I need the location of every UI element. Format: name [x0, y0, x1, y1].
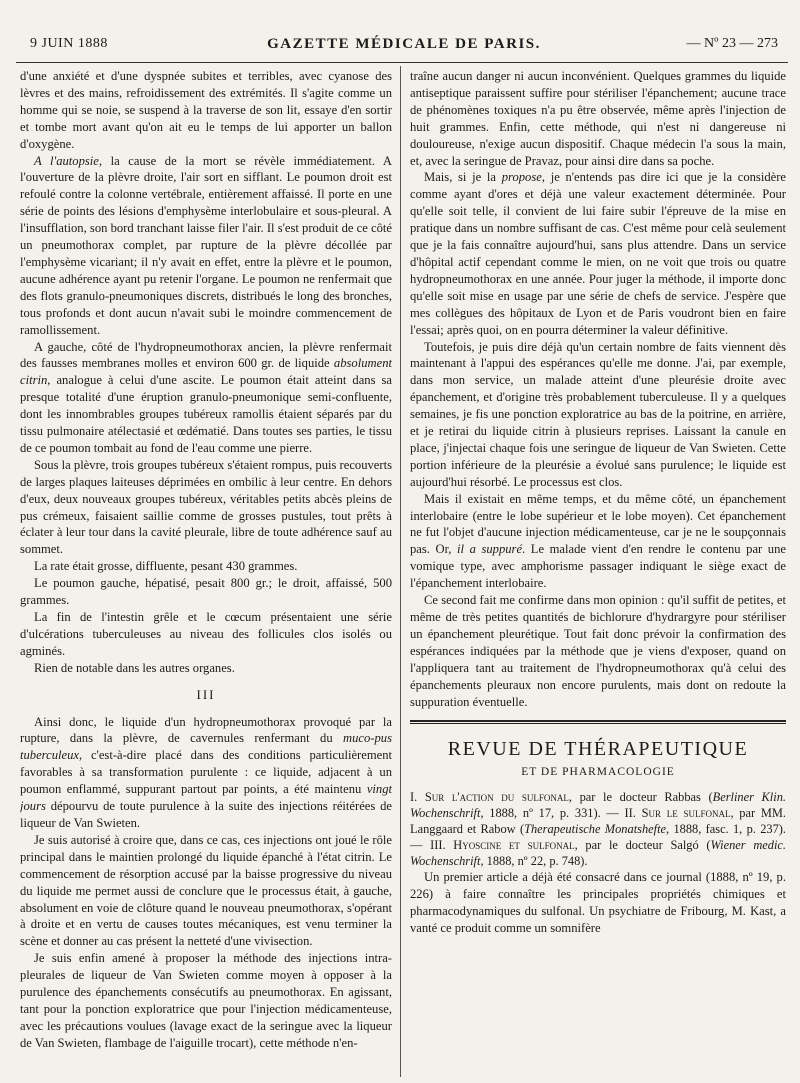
paragraph: La rate était grosse, diffluente, pesant 430 grammes.: [34, 559, 298, 574]
references: [410, 789, 786, 869]
paragraph: Je suis autorisé à croire que, dans ce cas, ces injections ont joué le rôle principal dans le maintien prolongé du liquide épanché à l'état citrin. Le commencement de résorption accusé par la baisse progressive du niveau du liquide me permet aussi de conclure que le processus était, à gauche, absolument en voie de clôture quand le nouveau pneumothorax, s'opérant à droite et en vertu de causes toutes mécaniques, est venu terminer la scène et donner au cas présent la netteté d'une vivisection.: [20, 832, 392, 949]
ref-title: I. Sur l'action du sulfonal,: [410, 790, 572, 805]
header-rule: [16, 62, 788, 63]
text: Ainsi donc, le liquide d'un hydropneumothorax provoqué par la rupture, dans la plèvre, de cavernules renfermant du: [20, 714, 392, 746]
emphasis: Berliner Klin. Wochenschrift: [410, 790, 786, 821]
paragraph: Ce second fait me confirme dans mon opinion : qu'il suffit de petites, et même de très petites quantités de bichlorure d'hydrargyre pour stériliser un épanchement pleurétique. Tout fait donc prévoir la confirmation des espérances indiquées par la méthode que je viens d'exposer, quand on l'appliquera tant au traitement de l'hydropneumothorax qu'à celui des épanchements pleuraux non encore purulents, mais dont on redoute la suppuration éventuelle.: [410, 593, 786, 709]
ref-title: Sur le sulfonal,: [641, 806, 734, 821]
section-rule: [410, 723, 786, 724]
emphasis: il a suppuré: [457, 542, 523, 557]
text: . Le malade vient d'en rendre le contenu par une vomique type, avec amphorisme passager indiquant le siège exact de l'épanchement interlobaire.: [410, 542, 786, 591]
text: , 1888, nº 22, p. 748).: [480, 854, 588, 869]
left-column: [20, 68, 392, 1073]
text: , 1888, fasc. 1, p. 237). — III.: [410, 822, 786, 853]
text: par le docteur Salgó (: [577, 838, 711, 853]
paragraph: [20, 153, 392, 339]
issue-date: 9 JUIN 1888: [30, 36, 108, 51]
emphasis: absolument citrin: [20, 356, 392, 388]
paragraph: Sous la plèvre, trois groupes tubéreux s'étaient rompus, puis recouverts de larges plaques laiteuses déprimées en ombilic à leur centre. En dehors d'eux, deux nouveaux groupes tubéreux, véritables petits abcès pleins de pus crémeux, faisaient saillie comme de grosses pustules, tout prêts à éclater à leur tour dans la cavité pleurale, libre de toute adhérence sauf au sommet.: [20, 457, 392, 557]
section-title: REVUE DE THÉRAPEUTIQUE: [447, 738, 749, 761]
paragraph: Le poumon gauche, hépatisé, pesait 800 gr.; le droit, affaissé, 500 grammes.: [20, 576, 392, 608]
section-rule: [410, 720, 786, 722]
section-subtitle: ET DE PHARMACOLOGIE: [521, 766, 675, 779]
paragraph: [410, 491, 786, 592]
paragraph: [20, 339, 392, 457]
paragraph: d'une anxiété et d'une dyspnée subites et terribles, avec cyanose des lèvres et des mains, refroidissement des extrémités. Il s'agite comme un homme qui se noie, se suspend à la traverse de son lit, essaye d'en sortir et tombe mort avant qu'on ait eu le temps de lui apporter un ballon d'oxygène.: [20, 69, 392, 151]
right-column: [410, 68, 786, 1073]
ref-title: Hyoscine et sulfonal,: [453, 838, 578, 853]
paragraph: La fin de l'intestin grêle et le cœcum présentaient une série d'ulcérations tuberculeuses au niveau des follicules clos isolés ou agminés.: [20, 610, 392, 658]
text: Mais il existait en même temps, et du même côté, un épanchement interlobaire (entre le lobe supérieur et le lobe moyen). Cet épanchement ne fut l'objet d'aucune injection médicamenteuse, car je ne le soupçonnais pas. Or,: [410, 491, 786, 557]
emphasis: muco-pus tuberculeux: [20, 731, 392, 763]
text: , je n'entends pas dire ici que je la considère comme ayant d'ores et déjà une valeur exactement déterminée. Pour qu'elle soit telle, il convient de lui faire subir l'épreuve de la mise en pratique dans un nombre suffisant de cas. C'est même pour celà seulement que je la fais connaître aujourd'hui, sans plus attendre. Dans un service d'hôpital actif cependant comme le mien, on ne voit que trois ou quatre hydropneumothorax en une année. Pour juger la méthode, il importe donc qu'elle soit mise en usage par une série de chefs de service. J'espère que mes collègues des hôpitaux de Lyon et de Paris voudront bien en faire l'essai; après quoi, on en pourra déterminer la valeur définitive.: [410, 170, 786, 337]
paragraph: [20, 714, 392, 832]
text: A gauche, côté de l'hydropneumothorax ancien, la plèvre renfermait des fausses membranes molles et environ 600 gr. de liquide: [20, 339, 392, 371]
text: par MM. Langgaard et Rabow (: [410, 806, 786, 837]
emphasis: Therapeutische Monatshefte: [524, 822, 667, 837]
paragraph: traîne aucun danger ni aucun inconvénient. Quelques grammes du liquide antiseptique paraissent suffire pour stériliser l'épanchement; aucune trace de phénomènes toxiques n'a pu être observée, même après l'injection de huit grammes. Enfin, cette méthode, qui n'est ni dangereuse ni douloureuse, n'exige aucun dispositif. Chaque médecin l'a sous la main, et, avec la seringue de Pravaz, pour ainsi dire dans sa poche.: [410, 69, 786, 168]
text: , analogue à celui d'une ascite. Le poumon était atteint dans sa presque totalité d'une éruption granulo-pneumonique semi-confluente, dont les innombrables groupes tubéreux ramollis étaient séparés par du tissu pulmonaire atélectasié et œdématié. Dans toutes ses parties, le tissu de ce poumon tombait au fond de l'eau comme une pierre.: [20, 373, 392, 455]
text: Mais, si je la: [424, 170, 502, 185]
paragraph: Toutefois, je puis dire déjà qu'un certain nombre de faits viennent dès maintenant à l'appui des espérances qu'elle me donne. J'ai, par exemple, dans mon service, un malade atteint d'une pleurésie droite avec épanchement, et d'origine très probablement tuberculeuse. Il y a quelques semaines, je fis une ponction exploratrice au bas de la poitrine, en arrière, et je retirai du liquide citrin à plusieurs reprises. Laissant la canule en place, j'injectai chaque fois une seringue de liqueur de Van Swieten. Cette portion inférieure de la pleurésie a évolué sans purulence; le liquide est aujourd'hui résorbé. Le processus est clos.: [410, 339, 786, 489]
text: , c'est-à-dire placé dans des conditions particulièrement favorables à sa transformation purulente : ce liquide, adjacent à un poumon enflammé, suppurant partout par points, a été maintenu: [20, 748, 392, 797]
emphasis: propose: [501, 170, 542, 185]
emphasis: A l'autopsie,: [34, 153, 103, 168]
text: par le docteur Rabbas (: [571, 790, 713, 805]
paragraph: Un premier article a déjà été consacré dans ce journal (1888, nº 19, p. 226) à faire connaître les principales propriétés chimiques et pharmacodynamiques du sulfonal. Un psychiatre de Fribourg, M. Kast, a vanté ce produit comme un somnifère: [410, 870, 786, 936]
column-divider: [400, 66, 401, 1077]
paragraph: Je suis enfin amené à proposer la méthode des injections intra-pleurales de liqueur de Van Swieten comme moyen à opposer à la purulence des épanchements consécutifs au pneumothorax. En agissant, tant pour la ponction exploratrice que pour l'injection médicamenteuse, avec les précautions voulues (lavage exact de la seringue avec la liqueur de Van Swieten, flambage de l'aiguille trocart), cette méthode n'en-: [20, 951, 392, 1050]
issue-page-number: — Nº 23 — 273: [686, 36, 778, 51]
paragraph: Rien de notable dans les autres organes.: [34, 660, 235, 675]
emphasis: Wiener medic. Wochenschrift: [410, 838, 786, 869]
paragraph: [410, 169, 786, 338]
emphasis: vingt jours: [20, 782, 392, 814]
text: , 1888, nº 17, p. 331). — II.: [480, 806, 642, 821]
journal-title: GAZETTE MÉDICALE DE PARIS.: [267, 36, 541, 52]
section-number: III: [196, 686, 216, 702]
text: la cause de la mort se révèle immédiatement. A l'ouverture de la plèvre droite, l'air sort en sifflant. Le poumon droit est refoulé contre la colonne vertébrale, entièrement affaissé. Il porte en une série de points des lésions d'emphysème interlobulaire et sous-pleural. A l'insufflation, son bord tranchant laisse filer l'air. Il s'est produit de ce côté un pneumothorax complet, par rupture de la plèvre décollée par l'emphysème vicariant; il n'y avait en effet, entre la plèvre et le poumon, aucune adhérence ayant pu retenir l'organe. Le poumon ne renfermait que des flots granulo-pneumoniques discrets, distribués le long des bronches, tous profonds et dont aucun n'avait subi le moindre commencement de ramollissement.: [20, 153, 392, 337]
text: dépourvu de toute purulence à la suite des injections réitérées de liqueur de Van Swieten.: [20, 799, 392, 830]
page-header: [22, 30, 786, 58]
